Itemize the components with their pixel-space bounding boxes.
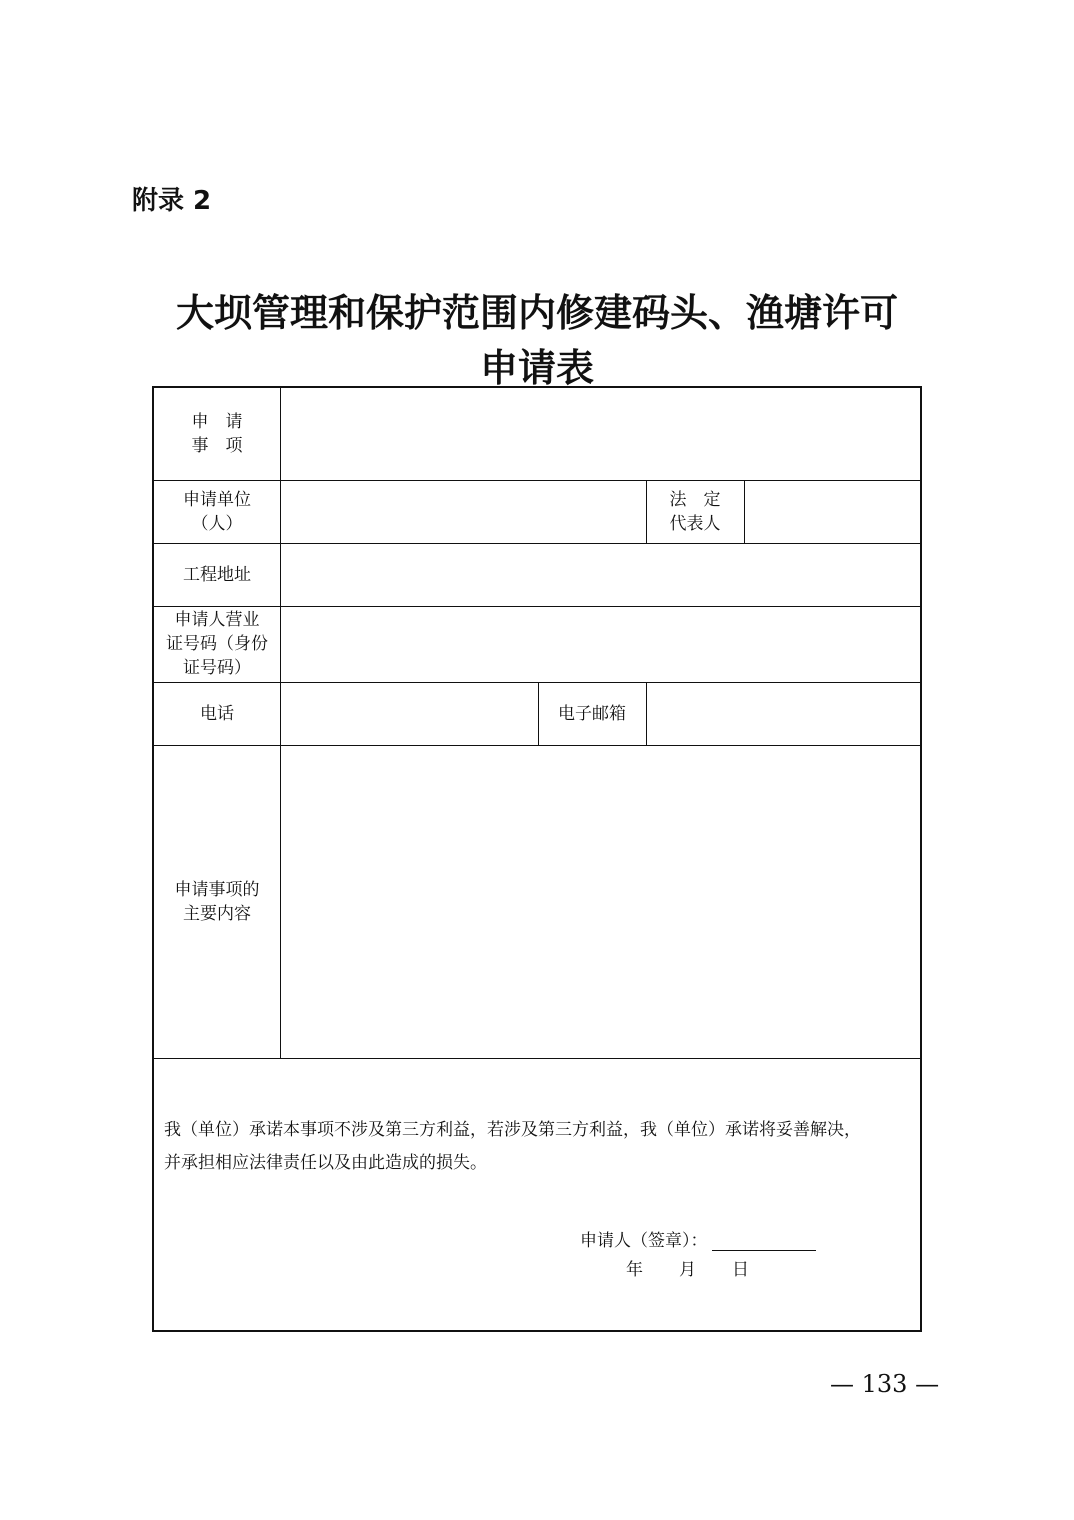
- main-content-label: [154, 745, 280, 1058]
- label-line: （人）: [191, 513, 243, 534]
- main-content-field[interactable]: [281, 745, 922, 1058]
- application-form: [152, 386, 922, 1332]
- label-line: 申请单位: [183, 489, 251, 510]
- applicant-unit-label: [154, 480, 280, 543]
- page-title-line2: 申请表: [479, 346, 594, 390]
- statement-line: 我（单位）承诺本事项不涉及第三方利益，若涉及第三方利益，我（单位）承诺将妥善解决，: [164, 1120, 861, 1140]
- signature-line[interactable]: [712, 1232, 816, 1251]
- applicant-unit-field[interactable]: [281, 480, 646, 543]
- label-line: 申请人营业: [174, 610, 260, 630]
- legal-representative-field[interactable]: [745, 480, 922, 543]
- application-item-label: [154, 388, 280, 480]
- label-line: 法 定: [669, 489, 721, 510]
- date-block: [626, 1255, 785, 1280]
- page-number: — 133 —: [830, 1370, 940, 1398]
- row-divider: [154, 1058, 920, 1059]
- page-title-line1: 大坝管理和保护范围内修建码头、渔塘许可: [175, 291, 898, 335]
- label-line: 证号码）: [183, 658, 251, 678]
- signature-block: [580, 1226, 816, 1251]
- appendix-label: 附录 2: [132, 186, 212, 216]
- label-line: 代表人: [669, 513, 721, 534]
- project-address-field[interactable]: [281, 543, 922, 606]
- label-line: 证号码（身份: [166, 634, 268, 654]
- label-line: 主要内容: [183, 903, 251, 924]
- email-label: 电子邮箱: [558, 703, 626, 724]
- signer-label: 申请人（签章）：: [580, 1231, 708, 1251]
- application-item-field[interactable]: [281, 388, 922, 480]
- label-line: 申 请: [191, 412, 243, 432]
- phone-field[interactable]: [281, 682, 538, 745]
- date-month: 月: [679, 1260, 696, 1280]
- phone-label: 电话: [200, 703, 234, 724]
- label-line: 申请事项的: [174, 879, 260, 900]
- legal-representative-label: [646, 480, 744, 543]
- date-year: 年: [626, 1260, 643, 1280]
- email-field[interactable]: [647, 682, 922, 745]
- license-number-label: [154, 606, 280, 682]
- statement-line: 并承担相应法律责任以及由此造成的损失。: [164, 1153, 487, 1173]
- license-number-field[interactable]: [281, 606, 922, 682]
- label-line: 事 项: [191, 436, 243, 456]
- project-address-label: 工程地址: [183, 564, 251, 585]
- commitment-statement: [164, 1114, 919, 1180]
- date-day: 日: [732, 1260, 749, 1280]
